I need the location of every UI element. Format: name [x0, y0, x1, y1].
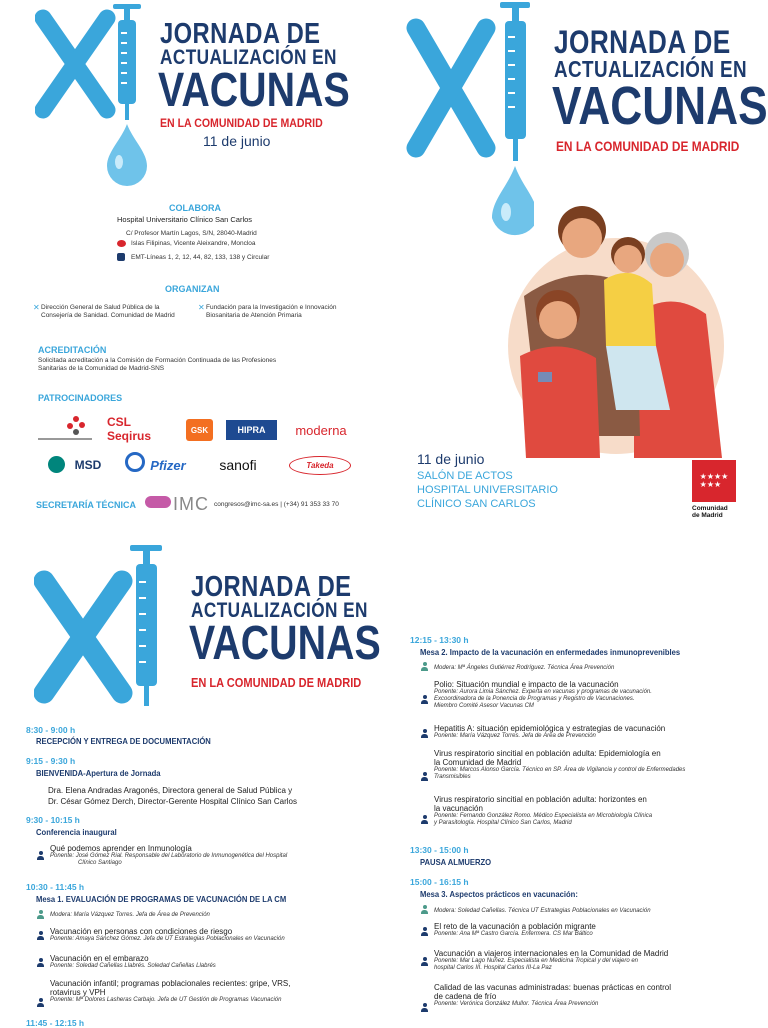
venue: SALÓN DE ACTOS HOSPITAL UNIVERSITARIO CLÍNICO SAN CARLOS — [417, 470, 558, 510]
title-line-3: VACUNAS — [189, 617, 381, 670]
org1-text: Dirección General de Salud Pública de la Consejería de Sanidad. Comunidad de Madrid — [41, 304, 175, 319]
comunidad-madrid-text: Comunidad de Madrid — [692, 505, 728, 519]
imc-logo: IMC — [173, 494, 209, 514]
sponsor-sanofi: sanofi — [219, 457, 257, 473]
program-item: Vacunación a viajeros internacionales en la Comunidad de Madrid Ponente: Mar Lago Nuñez. Especialista en Medicina Tropical y del viajero en hospital Carlos III. Hospital Carlos III-La Paz — [434, 949, 669, 971]
sponsor-hipra: HIPRA — [226, 420, 277, 440]
speaker-icon — [37, 851, 44, 860]
imc-badge-icon — [145, 496, 171, 508]
program-title: PAUSA ALMUERZO — [420, 857, 492, 867]
imc-contact: congresos@imc-sa.es | (+34) 91 353 33 70 — [214, 501, 339, 508]
speaker-icon — [421, 815, 428, 824]
title-line-2: ACTUALIZACIÓN EN — [554, 56, 748, 82]
sponsor-msd: MSD — [74, 458, 102, 472]
program-title: Mesa 1. EVALUACIÓN DE PROGRAMAS DE VACUNACIÓN DE LA CM — [36, 894, 287, 904]
title-line-2: ACTUALIZACIÓN EN — [191, 599, 368, 622]
comunidad-madrid-logo — [692, 460, 736, 502]
metro-lines: Islas Filipinas, Vicente Aleixandre, Moncloa — [131, 240, 256, 247]
cover-panel — [384, 0, 768, 525]
moderator-icon — [421, 662, 428, 671]
organizan-heading: ORGANIZAN — [165, 284, 220, 294]
org1-bullet-icon: ✕ — [33, 303, 40, 312]
xi-syringe-logo — [34, 543, 184, 723]
program-time: 11:45 - 12:15 h — [26, 1018, 85, 1028]
subtitle: EN LA COMUNIDAD DE MADRID — [556, 138, 740, 154]
speaker-icon — [37, 958, 44, 967]
address: C/ Profesor Martín Lagos, S/N, 28040-Madrid — [126, 230, 257, 237]
program-time: 9:15 - 9:30 h — [26, 756, 76, 766]
moderator: Modera: Mª Ángeles Gutiérrez Rodríguez. Técnica Área Prevención — [434, 665, 615, 671]
program-item: Qué podemos aprender en Inmunología Ponente: José Gómez Rial. Responsable del Laboratorio de Inmunogenética del Hospital Clínico Santiago — [50, 844, 288, 866]
org2-bullet-icon: ✕ — [198, 303, 205, 312]
star-icon: ★★★★ ★★★ — [699, 472, 729, 489]
sponsor-takeda: Takeda — [289, 456, 351, 475]
speaker-icon — [421, 772, 428, 781]
colabora-heading: COLABORA — [169, 203, 221, 213]
sponsor-moderna: moderna — [295, 422, 347, 438]
sponsor-csl: CSL Seqirus — [107, 415, 152, 443]
speaker-icon — [421, 1003, 428, 1012]
program-item: Vacunación en el embarazo Ponente: Soledad Cañellas Llabrés. Soledad Cañellas Llabrés — [50, 954, 216, 969]
program-item: Virus respiratorio sincitial en población adulta: horizontes en la vacunación Ponente: Fernando González Romo. Médico Especialista en Microbiología Clínica y Parasitología. Hospital Clínico San Carlos, Madrid — [434, 795, 653, 826]
sponsor-gsk: GSK — [186, 419, 213, 441]
program-item: Vacunación en personas con condiciones de riesgo Ponente: Amaya Sánchez Gómez. Jefa de UT Estrategias Poblacionales en Vacunación — [50, 927, 285, 942]
subtitle: EN LA COMUNIDAD DE MADRID — [191, 675, 362, 690]
pfizer-icon — [125, 452, 145, 472]
acreditacion-heading: ACREDITACIÓN — [38, 345, 107, 355]
program-item: Virus respiratorio sincitial en población adulta: Epidemiología en la Comunidad de Madrid Ponente: Marcos Alonso García. Técnico en SP. Área de Vigilancia y control de Enfermedades Transmisibles — [434, 749, 686, 780]
colabora-name: Hospital Universitario Clínico San Carlos — [117, 215, 253, 224]
bus-lines: EMT-Líneas 1, 2, 12, 44, 82, 133, 138 y Circular — [131, 254, 270, 261]
bus-icon — [117, 253, 125, 261]
program-time: 10:30 - 11:45 h — [26, 882, 85, 892]
msd-icon — [48, 456, 65, 473]
speaker-icon — [421, 729, 428, 738]
program-title: Mesa 2. Impacto de la vacunación en enfermedades inmunoprevenibles — [420, 647, 681, 657]
cover-date: 11 de junio — [417, 451, 485, 467]
program-title: RECEPCIÓN Y ENTREGA DE DOCUMENTACIÓN — [36, 736, 211, 746]
program-time: 15:00 - 16:15 h — [410, 877, 469, 887]
sponsor-pfizer: Pfizer — [150, 457, 186, 473]
event-date: 11 de junio — [203, 133, 271, 149]
speaker-icon — [37, 931, 44, 940]
speaker-icon — [421, 957, 428, 966]
program-time: 13:30 - 15:00 h — [410, 845, 469, 855]
title-line-1: JORNADA DE — [191, 571, 352, 603]
program-time: 8:30 - 9:00 h — [26, 725, 76, 735]
program-item: El reto de la vacunación a población migrante Ponente: Ana Mª Castro García. Enfermera. CS Mar Báltico — [434, 922, 596, 937]
title-line-1: JORNADA DE — [554, 24, 731, 60]
subtitle: EN LA COMUNIDAD DE MADRID — [160, 116, 323, 130]
family-illustration — [484, 196, 734, 461]
acreditacion-text: Solicitada acreditación a la Comisión de Formación Continuada de las Profesiones Sanitarias de la Comunidad de Madrid-SNS — [38, 357, 277, 372]
program-title: BIENVENIDA-Apertura de Jornada — [36, 768, 161, 778]
gilead-dots-logo — [36, 415, 96, 443]
program-title: Conferencia inaugural — [36, 827, 117, 837]
org2-text: Fundación para la Investigación e Innovación Biosanitaria de Atención Primaria — [206, 304, 337, 319]
patrocinadores-heading: PATROCINADORES — [38, 393, 123, 403]
speaker-icon — [37, 998, 44, 1007]
title-line-1: JORNADA DE — [160, 18, 321, 50]
program-title: Mesa 3. Aspectos prácticos en vacunación: — [420, 889, 578, 899]
moderator: Modera: Soledad Cañellas. Técnica UT Estrategias Poblacionales en Vacunación — [434, 908, 651, 914]
program-item: Calidad de las vacunas administradas: buenas prácticas en control de cadena de frío Ponente: Verónica González Mullor. Técnica Área Prevención — [434, 983, 672, 1007]
back-panel — [0, 0, 384, 525]
welcome-speakers: Dra. Elena Andradas Aragonés, Directora general de Salud Pública y Dr. César Gómez Derch, Director-Gerente Hospital Clínico San Carlos — [48, 786, 297, 806]
speaker-icon — [421, 927, 428, 936]
metro-icon — [117, 240, 126, 247]
title-line-3: VACUNAS — [158, 64, 350, 117]
program-item: Vacunación infantil; programas poblacionales recientes: gripe, VRS, rotavirus y VPH Ponente: Mª Dolores Lasheras Carbajo. Jefa de UT Gestión de Programas Vacunación — [50, 979, 291, 1003]
moderator-icon — [37, 910, 44, 919]
moderator-icon — [421, 905, 428, 914]
moderator: Modera: María Vázquez Torres. Jefa de Área de Prevención — [50, 912, 210, 918]
speaker-icon — [421, 695, 428, 704]
title-line-3: VACUNAS — [552, 76, 768, 136]
xi-syringe-logo — [35, 0, 155, 190]
program-right-panel — [384, 525, 768, 1024]
program-left-panel — [0, 525, 384, 1028]
title-line-2: ACTUALIZACIÓN EN — [160, 46, 337, 69]
program-time: 12:15 - 13:30 h — [410, 635, 469, 645]
program-item: Hepatitis A: situación epidemiológica y estrategias de vacunación Ponente: María Vázquez Torres. Jefa de Área de Prevención — [434, 724, 666, 739]
program-time: 9:30 - 10:15 h — [26, 815, 80, 825]
secretaria-heading: SECRETARÍA TÉCNICA — [36, 500, 137, 510]
program-item: Polio: Situación mundial e impacto de la vacunación Ponente: Aurora Limia Sánchez. Experta en vacunas y programas de vacunación. Excoordinadora de la Ponencia de Programas y Registro de Vacunaciones. Miembro Comité Asesor Vacunas CM — [434, 680, 652, 709]
